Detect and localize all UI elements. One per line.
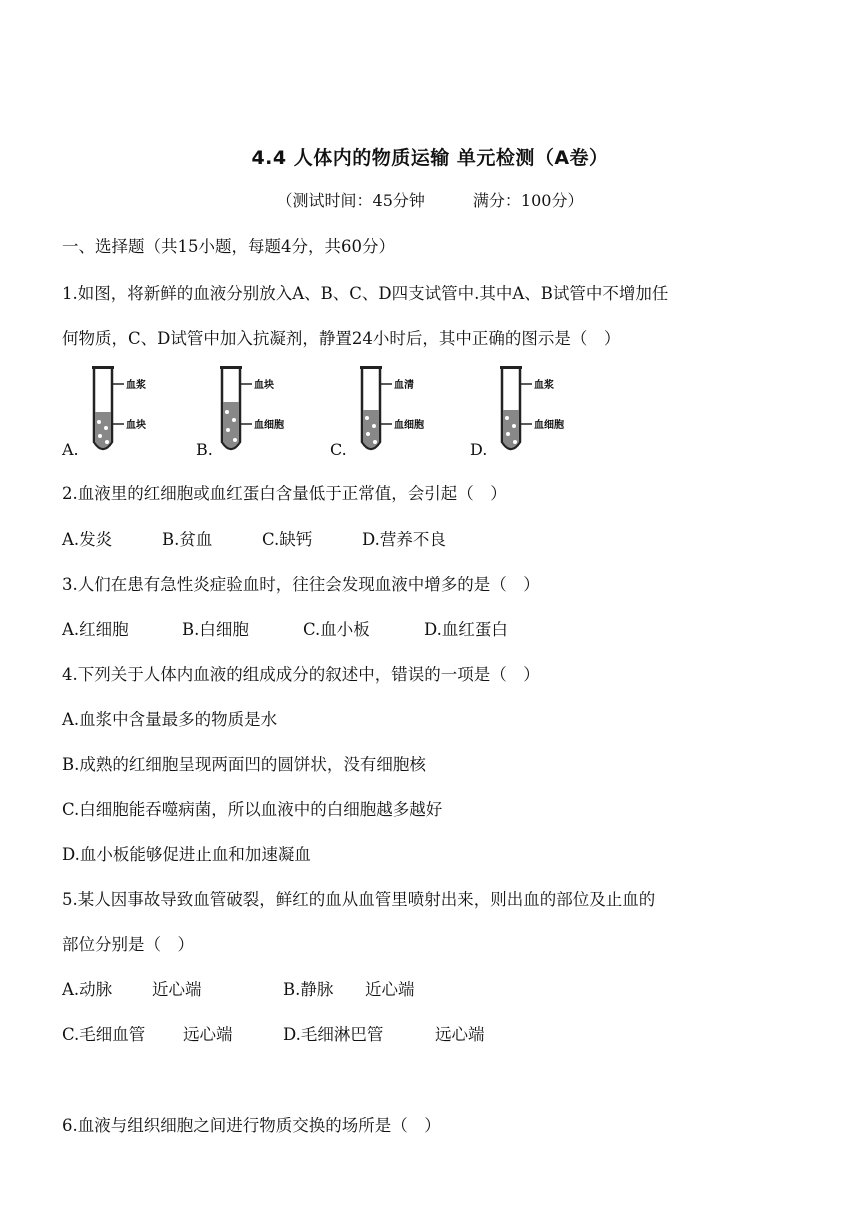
q5-stem-line2: 部位分别是（ ） xyxy=(62,935,194,954)
q1-option-b-letter: B. xyxy=(196,440,213,459)
q5-stem-line1: 5.某人因事故导致血管破裂，鲜红的血从血管里喷射出来，则出血的部位及止血的 xyxy=(62,890,656,909)
q1-option-d[interactable] xyxy=(470,362,610,462)
test-time: （测试时间：45分钟 xyxy=(276,191,425,210)
test-tube-b-icon xyxy=(210,362,330,462)
q3-option-a[interactable]: A.红细胞 xyxy=(62,620,129,639)
q4-option-d[interactable]: D.血小板能够促进止血和加速凝血 xyxy=(62,845,311,864)
q1-option-c[interactable] xyxy=(330,362,470,462)
q1-tube-d-bottom-label: 血细胞 xyxy=(534,420,564,431)
q1-option-a-letter: A. xyxy=(62,440,79,459)
q5-option-d-site: D.毛细淋巴管 xyxy=(283,1025,384,1044)
q5-option-b-site: B.静脉 xyxy=(283,980,334,999)
q1-stem-line1: 1.如图，将新鲜的血液分别放入A、B、C、D四支试管中.其中A、B试管中不增加任 xyxy=(62,284,669,303)
page-subtitle xyxy=(0,188,860,211)
q5-option-c[interactable] xyxy=(62,1021,283,1045)
q5-option-a[interactable] xyxy=(62,976,283,1000)
test-tube-c-icon xyxy=(350,362,470,462)
q5-option-d-stop: 远心端 xyxy=(435,1025,485,1044)
q5-option-a-site: A.动脉 xyxy=(62,980,113,999)
q1-option-b[interactable] xyxy=(196,362,336,462)
q5-options-row2 xyxy=(62,1021,485,1045)
q1-tube-b-top-label: 血块 xyxy=(254,380,274,391)
q5-option-c-stop: 远心端 xyxy=(183,1025,233,1044)
section-heading: 一、选择题（共15小题，每题4分，共60分） xyxy=(62,237,395,256)
q3-option-c[interactable]: C.血小板 xyxy=(303,620,370,639)
q1-tube-c-bottom-label: 血细胞 xyxy=(394,420,424,431)
q2-option-a[interactable]: A.发炎 xyxy=(62,530,113,549)
q1-option-a[interactable] xyxy=(62,362,202,462)
test-tube-d-icon xyxy=(490,362,610,462)
q3-stem: 3.人们在患有急性炎症验血时，往往会发现血液中增多的是（ ） xyxy=(62,575,540,594)
q1-tube-d-top-label: 血浆 xyxy=(534,380,554,391)
q5-option-b[interactable] xyxy=(283,976,415,1000)
q2-option-d[interactable]: D.营养不良 xyxy=(362,530,446,549)
q4-option-a[interactable]: A.血浆中含量最多的物质是水 xyxy=(62,710,278,729)
q5-option-d[interactable] xyxy=(283,1021,485,1045)
q1-option-d-letter: D. xyxy=(470,440,488,459)
q3-option-b[interactable]: B.白细胞 xyxy=(182,620,249,639)
q2-option-b[interactable]: B.贫血 xyxy=(162,530,213,549)
q1-tube-a-top-label: 血浆 xyxy=(126,380,146,391)
page-title: 4.4 人体内的物质运输 单元检测（A卷） xyxy=(251,147,609,169)
q5-option-c-site: C.毛细血管 xyxy=(62,1025,146,1044)
full-score: 满分：100分） xyxy=(472,191,584,210)
q2-options xyxy=(62,526,446,550)
q1-tube-c-top-label: 血清 xyxy=(394,380,414,391)
q5-options-row1 xyxy=(62,976,415,1000)
q3-options xyxy=(62,616,508,640)
q5-option-b-stop: 近心端 xyxy=(365,980,415,999)
q4-option-c[interactable]: C.白细胞能吞噬病菌，所以血液中的白细胞越多越好 xyxy=(62,800,443,819)
q1-stem-line2: 何物质，C、D试管中加入抗凝剂，静置24小时后，其中正确的图示是（ ） xyxy=(62,329,621,348)
q1-option-c-letter: C. xyxy=(330,440,347,459)
q4-option-b[interactable]: B.成熟的红细胞呈现两面凹的圆饼状，没有细胞核 xyxy=(62,755,426,774)
q1-tube-figures xyxy=(62,362,622,462)
q2-stem: 2.血液里的红细胞或血红蛋白含量低于正常值，会引起（ ） xyxy=(62,484,507,503)
q2-option-c[interactable]: C.缺钙 xyxy=(262,530,313,549)
q4-stem: 4.下列关于人体内血液的组成成分的叙述中，错误的一项是（ ） xyxy=(62,665,540,684)
q5-option-a-stop: 近心端 xyxy=(152,980,202,999)
test-tube-a-icon xyxy=(82,362,202,462)
q1-tube-b-bottom-label: 血细胞 xyxy=(254,420,284,431)
q3-option-d[interactable]: D.血红蛋白 xyxy=(424,620,508,639)
q1-tube-a-bottom-label: 血块 xyxy=(126,420,146,431)
q6-stem: 6.血液与组织细胞之间进行物质交换的场所是（ ） xyxy=(62,1116,441,1135)
